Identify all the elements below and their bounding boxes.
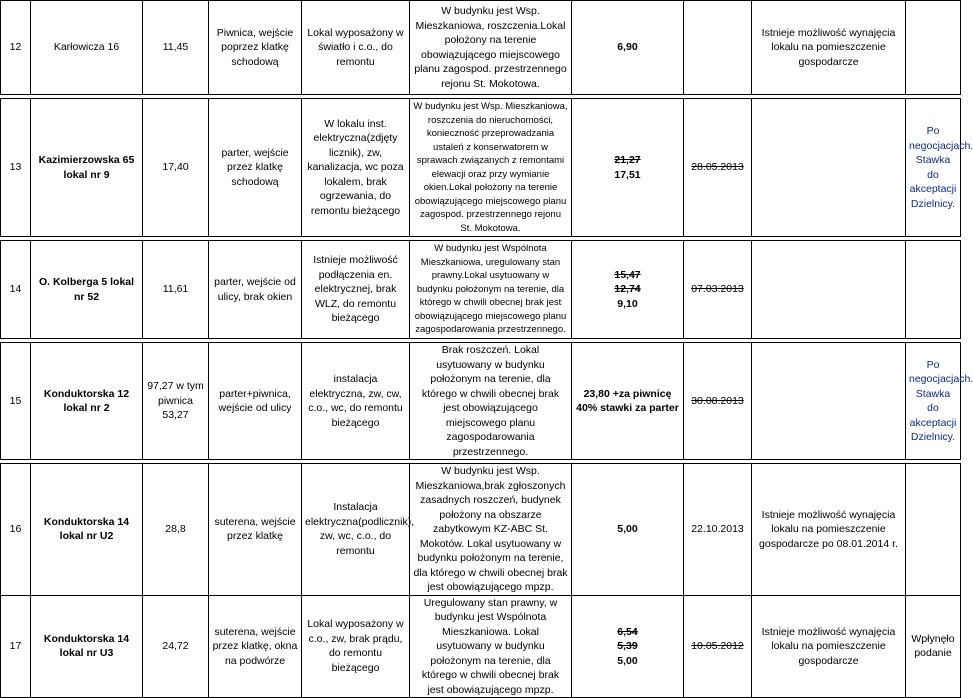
rate-cell bbox=[572, 99, 684, 237]
status-cell bbox=[906, 464, 961, 596]
rate-cell: 5,00 bbox=[572, 464, 684, 596]
table-row bbox=[1, 241, 961, 339]
utilities-cell: Istnieje możliwość podłączenia en. elektrycznej, brak WLZ, do remontu bieżącego bbox=[302, 241, 410, 339]
date-cell: 07.03.2013 bbox=[684, 241, 752, 339]
rate-cell bbox=[572, 595, 684, 698]
area-cell: 11,45 bbox=[143, 1, 209, 95]
utilities-cell: W lokalu inst. elektryczna(zdjęty licznik), zw, kanalizacja, wc poza lokalem, brak ogrzewania, do remontu bieżącego bbox=[302, 99, 410, 237]
rate-old-value: 15,47 bbox=[614, 268, 641, 281]
utilities-cell: Lokal wyposażony w światło i c.o., do remontu bbox=[302, 1, 410, 95]
status-cell bbox=[906, 1, 961, 95]
status-cell bbox=[906, 241, 961, 339]
rate-old-value: 6,54 bbox=[617, 625, 638, 638]
legal-status-cell: W budynku jest Wsp. Mieszkaniowa, roszczenia.Lokal położony na terenie obowiązującego miejscowego planu zagospod. przestrzennego rejonu St. Mokotowa. bbox=[410, 1, 572, 95]
status-cell: Po negocjacjach. Stawka do akceptacji Dzielnicy. bbox=[906, 99, 961, 237]
legal-status-cell: W budynku jest Wspólnota Mieszkaniowa, uregulowany stan prawny.Lokal usytuowany w budynku położonym na terenie, dla którego w chwili obecnej brak jest obowiązującego miejscowego planu zagospodarowania przestrzennego. bbox=[410, 241, 572, 339]
table-row bbox=[1, 343, 961, 460]
area-cell: 28,8 bbox=[143, 464, 209, 596]
rate-value: 5,00 bbox=[617, 654, 638, 667]
legal-status-cell: W budynku jest Wsp. Mieszkaniowa, roszczenia do nieruchomości, konieczność przeprowadzania ustaleń z konserwatorem w sprawach związanych z remontami elewacji oraz przy wymianie okien.Lokal położony na terenie obowiązującego miejscowego planu zagospod. przestrzennego rejonu St. Mokotowa. bbox=[410, 99, 572, 237]
floor-cell: suterena, wejście przez klatkę bbox=[209, 464, 302, 596]
table-row bbox=[1, 1, 961, 95]
date-cell bbox=[684, 1, 752, 95]
table-row bbox=[1, 595, 961, 698]
utilities-cell: instalacja elektryczna, zw, cw, c.o., wc, do remontu bieżącego bbox=[302, 343, 410, 460]
date-cell: 22.10.2013 bbox=[684, 464, 752, 596]
notes-cell: Istnieje możliwość wynajęcia lokalu na pomieszczenie gospodarcze bbox=[752, 1, 906, 95]
utilities-cell: Lokal wyposażony w c.o., zw, brak prądu, do remontu bieżącego bbox=[302, 595, 410, 698]
rate-old-value: 21,27 bbox=[614, 154, 641, 166]
row-number: 17 bbox=[1, 595, 31, 698]
notes-cell: Istnieje możliwość wynajęcia lokalu na pomieszczenie gospodarcze bbox=[752, 595, 906, 698]
notes-cell: Istnieje możliwość wynajęcia lokalu na pomieszczenie gospodarcze po 08.01.2014 r. bbox=[752, 464, 906, 596]
floor-cell: suterena, wejście przez klatkę, okna na podwórze bbox=[209, 595, 302, 698]
rate-cell bbox=[572, 1, 684, 95]
table-row bbox=[1, 99, 961, 237]
row-number: 13 bbox=[1, 99, 31, 237]
row-number: 12 bbox=[1, 1, 31, 95]
date-cell: 10.05.2012 bbox=[684, 595, 752, 698]
area-cell: 97,27 w tym piwnica 53,27 bbox=[143, 343, 209, 460]
row-number: 14 bbox=[1, 241, 31, 339]
legal-status-cell: W budynku jest Wsp. Mieszkaniowa,brak zgłoszonych zasadnych roszczeń, budynek położony na obszarze zabytkowym KZ-ABC St. Mokotów. Lokal usytuowany w budynku położonym na terenie, dla którego w chwili obecnej brak jest obowiązującego mpzp. bbox=[410, 464, 572, 596]
area-cell: 11,61 bbox=[143, 241, 209, 339]
legal-status-cell: Brak roszczeń. Lokal usytuowany w budynku położonym na terenie, dla którego w chwili obecnej brak jest obowiązującego miejscowego planu zagospodarowania przestrzennego. bbox=[410, 343, 572, 460]
notes-cell bbox=[752, 241, 906, 339]
address-cell: Karłowicza 16 bbox=[31, 1, 143, 95]
floor-cell: parter, wejście przez klatkę schodową bbox=[209, 99, 302, 237]
utilities-cell: Instalacja elektryczna(podlicznik), zw, wc, c.o., do remontu bbox=[302, 464, 410, 596]
address-cell: Konduktorska 12 lokal nr 2 bbox=[31, 343, 143, 460]
floor-cell: parter, wejście od ulicy, brak okien bbox=[209, 241, 302, 339]
table-row bbox=[1, 464, 961, 596]
floor-cell: parter+piwnica, wejście od ulicy bbox=[209, 343, 302, 460]
floor-cell: Piwnica, wejście poprzez klatkę schodową bbox=[209, 1, 302, 95]
notes-cell bbox=[752, 343, 906, 460]
address-cell: Konduktorska 14 lokal nr U3 bbox=[31, 595, 143, 698]
notes-cell bbox=[752, 99, 906, 237]
rate-mid-value: 5,39 bbox=[617, 640, 638, 652]
address-cell: Kazimierzowska 65 lokal nr 9 bbox=[31, 99, 143, 237]
rate-value: 17,51 bbox=[614, 168, 641, 181]
status-cell: Wpłynęło podanie bbox=[906, 595, 961, 698]
address-cell: Konduktorska 14 lokal nr U2 bbox=[31, 464, 143, 596]
status-cell: Po negocjacjach. Stawka do akceptacji Dzielnicy. bbox=[906, 343, 961, 460]
rate-value: 9,10 bbox=[617, 297, 638, 310]
address-cell: O. Kolberga 5 lokal nr 52 bbox=[31, 241, 143, 339]
legal-status-cell: Uregulowany stan prawny, w budynku jest Wspólnota Mieszkaniowa. Lokal usytuowany w budynku położonym na terenie, dla którego w chwili obecnej brak jest obowiązującego mpzp. bbox=[410, 595, 572, 698]
date-cell: 28.05.2013 bbox=[684, 99, 752, 237]
rate-cell: 23,80 +za piwnicę 40% stawki za parter bbox=[572, 343, 684, 460]
rate-mid-value: 12,74 bbox=[614, 283, 641, 296]
row-number: 15 bbox=[1, 343, 31, 460]
area-cell: 24,72 bbox=[143, 595, 209, 698]
rate-value: 6,90 bbox=[617, 41, 638, 54]
area-cell: 17,40 bbox=[143, 99, 209, 237]
rate-cell bbox=[572, 241, 684, 339]
date-cell: 30.08.2013 bbox=[684, 343, 752, 460]
row-number: 16 bbox=[1, 464, 31, 596]
